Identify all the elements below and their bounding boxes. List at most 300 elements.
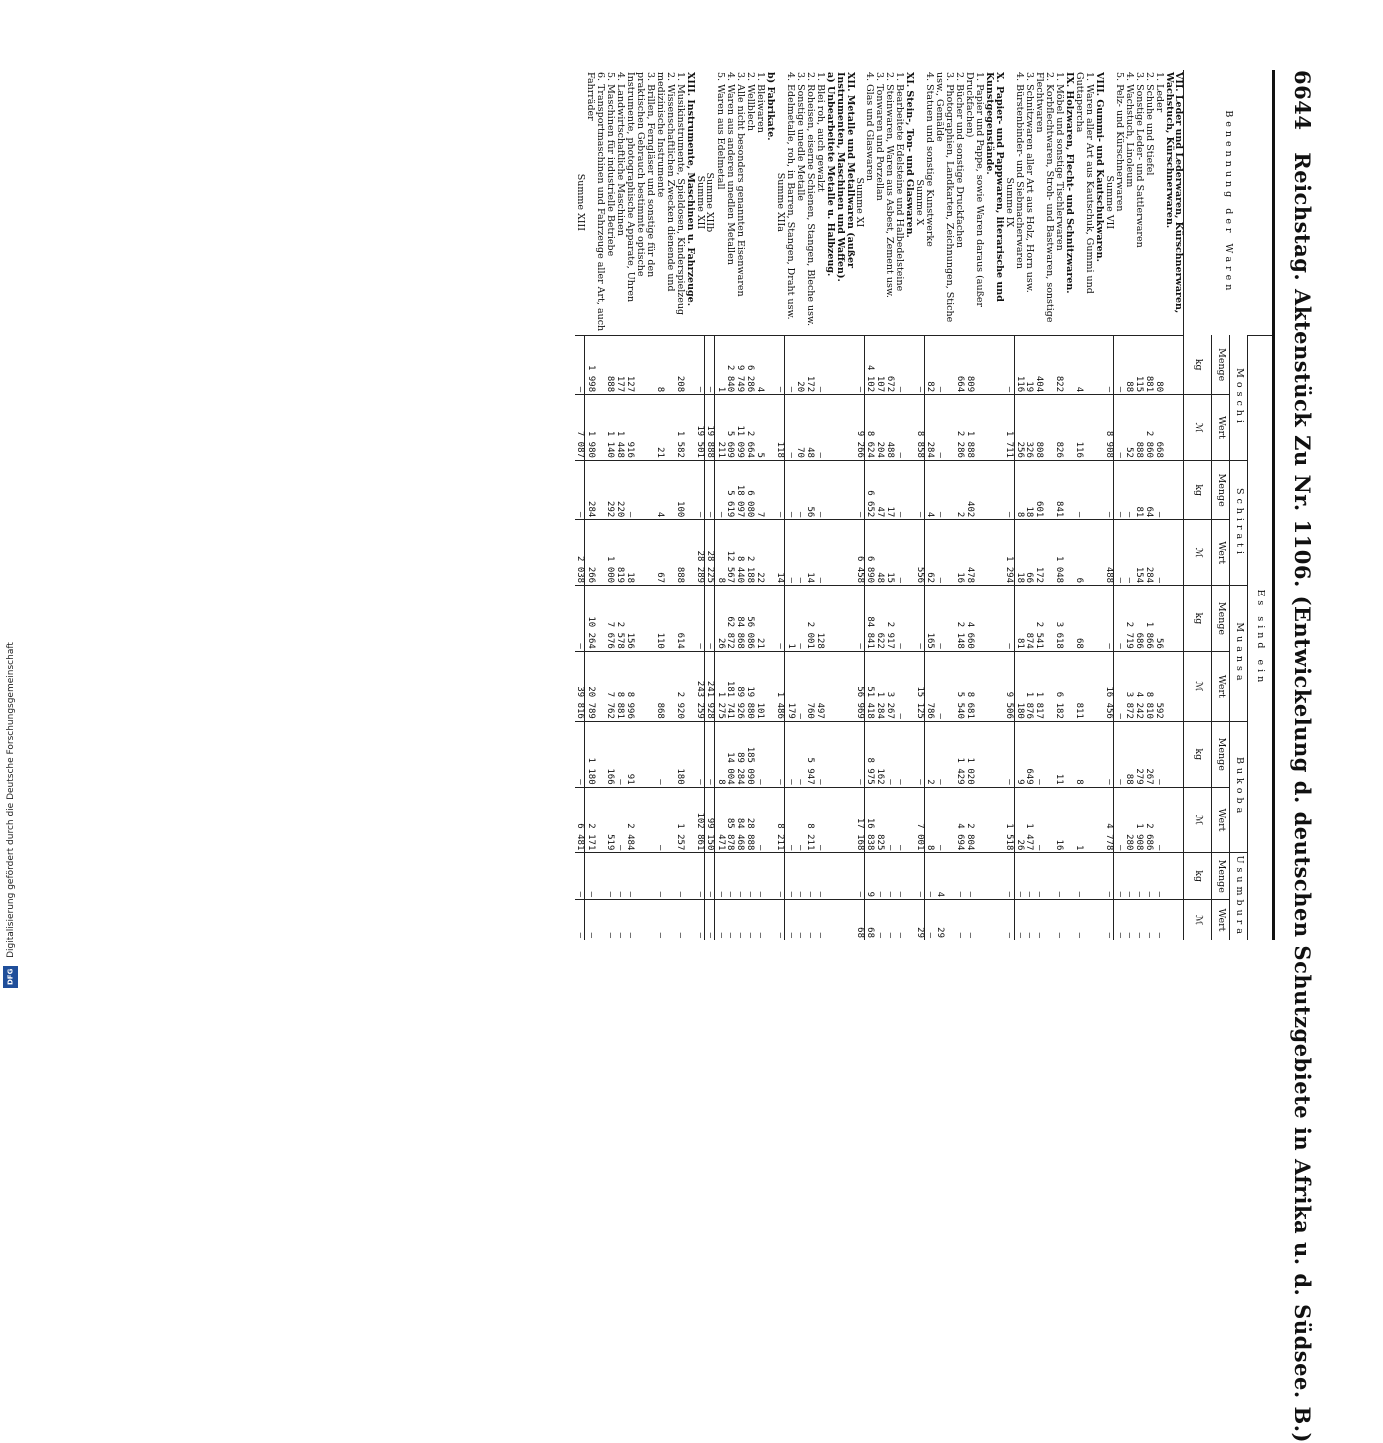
menge-cell: — (1124, 853, 1134, 900)
wert-cell: 2 804 (964, 787, 984, 853)
wert-cell: 28 289 (695, 520, 705, 586)
item-name: 3. Sonstige Leder- und Sattlerwaren (1133, 72, 1145, 248)
wert-cell: 8 908 (1104, 395, 1114, 461)
menge-cell: 82 (924, 335, 934, 394)
item-name: 3. Photographien, Landkarten, Zeichnungen, Stiche usw., Gemälde (934, 72, 956, 323)
menge-cell: 56 (805, 460, 815, 519)
menge-cell: 1 (785, 586, 795, 652)
menge-cell: — (1104, 586, 1114, 652)
wert-cell: — (815, 900, 825, 940)
empty-cell (825, 900, 835, 940)
menge-cell: 5 947 (805, 721, 815, 787)
menge-cell: 4 (1074, 335, 1094, 394)
table-row (805, 70, 815, 940)
menge-cell: 649 (1024, 721, 1034, 787)
wert-cell: — (1034, 787, 1054, 853)
menge-cell: 8 (655, 335, 675, 394)
wert-cell: 16 (1054, 787, 1064, 853)
wert-cell: 8 (715, 520, 725, 586)
menge-cell: — (855, 335, 865, 394)
wert-cell: 826 (1054, 395, 1064, 461)
wert-cell: — (715, 900, 725, 940)
wert-cell: — (795, 900, 805, 940)
wert-cell: 811 (1074, 651, 1094, 721)
table-row (795, 70, 805, 940)
wert-cell: — (1154, 900, 1164, 940)
menge-cell: — (705, 721, 715, 787)
menge-cell: 8 (1014, 460, 1024, 519)
section-heading: XIII. Instrumente, Maschinen u. Fahrzeuge. (684, 72, 696, 307)
wert-cell: 2 286 (954, 395, 964, 461)
wert-cell: — (815, 395, 825, 461)
menge-cell: — (575, 586, 585, 652)
item-name: 2. Steinwaren, Waren aus Asbest, Zement usw. (884, 72, 896, 298)
empty-cell (765, 520, 775, 586)
menge-cell: 80 (1154, 335, 1164, 394)
menge-cell: 881 (1144, 335, 1154, 394)
wert-cell: — (1124, 900, 1134, 940)
empty-cell (1164, 586, 1184, 652)
wert-cell: — (964, 900, 984, 940)
menge-cell: — (934, 460, 954, 519)
wert-cell: 9 506 (1004, 651, 1014, 721)
item-name: 3. Sonstige unedle Metalle (794, 72, 806, 202)
menge-cell: 100 (675, 460, 685, 519)
empty-cell (825, 586, 835, 652)
empty-cell (835, 460, 855, 519)
wert-cell: — (785, 395, 795, 461)
menge-cell: — (855, 586, 865, 652)
empty-cell (984, 651, 1004, 721)
unit-mark-header: ℳ (1184, 520, 1212, 586)
menge-cell: 841 (1054, 460, 1064, 519)
table-row (1034, 70, 1054, 940)
empty-cell (835, 651, 855, 721)
table-row (1134, 70, 1144, 940)
menge-cell: 888 (605, 335, 615, 394)
menge-cell: — (575, 853, 585, 900)
empty-cell (835, 395, 855, 461)
wert-cell: 1 888 (964, 395, 984, 461)
menge-cell: — (1034, 721, 1054, 787)
wert-cell: 22 (755, 520, 765, 586)
wert-cell: 760 (805, 651, 815, 721)
table-row (815, 70, 825, 940)
empty-cell (1064, 586, 1074, 652)
table-row (1054, 70, 1064, 940)
menge-header: Menge (1212, 853, 1230, 900)
wert-cell: — (934, 520, 954, 586)
menge-cell: — (785, 721, 795, 787)
item-name: 2. Wellblech (744, 72, 756, 131)
menge-cell: 166 (605, 721, 615, 787)
wert-cell: — (1104, 900, 1114, 940)
section-heading: XI. Stein-, Ton- und Glaswaren. (904, 72, 916, 238)
wert-cell: 2 171 (585, 787, 605, 853)
wert-header: Wert (1212, 520, 1230, 586)
wert-cell: — (805, 900, 815, 940)
menge-cell: — (914, 460, 924, 519)
wert-cell: — (1154, 787, 1164, 853)
menge-cell: — (655, 721, 675, 787)
menge-cell: 162 (874, 721, 884, 787)
wert-cell: 256 (1014, 395, 1024, 461)
sum-row (914, 70, 924, 940)
wert-cell: 15 (884, 520, 894, 586)
section-heading: IX. Holzwaren, Flecht- und Schnitzwaren. (1063, 72, 1075, 294)
empty-cell (765, 460, 775, 519)
wert-cell: — (655, 787, 675, 853)
menge-cell: 672 (884, 335, 894, 394)
empty-cell (984, 335, 1004, 394)
menge-cell: 6 080 (745, 460, 755, 519)
subsection-heading-row (765, 70, 775, 940)
empty-cell (1164, 395, 1184, 461)
wert-cell: 471 (715, 787, 725, 853)
wert-cell: 592 (1154, 651, 1164, 721)
wert-cell: 4 778 (1104, 787, 1114, 853)
menge-cell: — (1004, 721, 1014, 787)
wert-cell: 204 (874, 395, 884, 461)
menge-cell: 208 (675, 335, 685, 394)
menge-cell: — (625, 460, 655, 519)
table-row (585, 70, 605, 940)
menge-cell: — (894, 586, 904, 652)
menge-cell: 279 (1134, 721, 1144, 787)
menge-cell: 88 (1124, 335, 1134, 394)
menge-cell: 9 749 (735, 335, 745, 394)
menge-cell: 18 097 (735, 460, 745, 519)
menge-cell: 177 (615, 335, 625, 394)
menge-cell: 4 (924, 460, 934, 519)
empty-cell (904, 395, 914, 461)
menge-cell: 5 619 (725, 460, 735, 519)
wert-cell: — (815, 520, 825, 586)
empty-cell (825, 853, 835, 900)
menge-cell: — (1004, 335, 1014, 394)
sum-row (1004, 70, 1014, 940)
menge-cell: 1 866 (1144, 586, 1154, 652)
unit-mark-header: ℳ (1184, 787, 1212, 853)
menge-cell: — (1004, 853, 1014, 900)
wert-cell: 808 (1034, 395, 1054, 461)
wert-cell: 888 (1134, 395, 1144, 461)
wert-cell: 48 (805, 395, 815, 461)
import-statistics-table (575, 70, 1272, 940)
empty-cell (835, 853, 855, 900)
item-name: 4. Waren aus anderen unedlen Metallen (724, 72, 736, 265)
table-row (964, 70, 984, 940)
wert-cell: 14 (775, 520, 785, 586)
credit-text: Digitalisierung gefördert durch die Deutsche Forschungsgemeinschaft (6, 642, 16, 958)
menge-cell: — (894, 335, 904, 394)
menge-cell: — (795, 586, 805, 652)
sum-row (775, 70, 785, 940)
empty-cell (825, 651, 835, 721)
item-name: 1. Bleiwaren (754, 72, 766, 133)
menge-cell: — (1154, 721, 1164, 787)
menge-cell: — (575, 460, 585, 519)
wert-cell: 280 (1124, 787, 1134, 853)
wert-cell: 8 211 (805, 787, 815, 853)
menge-cell: 21 (755, 586, 765, 652)
sum-row (695, 70, 705, 940)
section-heading: XII. Metalle und Metallwaren (außer Instrumenten, Maschinen und Waffen). (834, 72, 856, 282)
empty-cell (1064, 520, 1074, 586)
section-heading: VIII. Gummi- und Kautschukwaren. (1093, 72, 1105, 262)
wert-cell: — (1144, 900, 1154, 940)
wert-cell: 29 (914, 900, 924, 940)
empty-cell (835, 520, 855, 586)
menge-cell: 81 (1014, 586, 1024, 652)
menge-cell: 874 (1024, 586, 1034, 652)
menge-cell: — (775, 460, 785, 519)
menge-cell: — (815, 721, 825, 787)
table-row (884, 70, 894, 940)
item-name: 1. Musikinstrumente, Spieldosen, Kinderspielzeug (674, 72, 686, 316)
menge-cell: — (1104, 853, 1114, 900)
empty-cell (904, 853, 914, 900)
menge-cell: 2 840 (725, 335, 735, 394)
table-row (874, 70, 884, 940)
menge-cell: 3 618 (1054, 586, 1064, 652)
rotated-document-page (80, 70, 1315, 1443)
empty-cell (1064, 900, 1074, 940)
sum-label: Summe XIIb (704, 172, 716, 233)
wert-cell: 8 881 (615, 651, 625, 721)
menge-cell: 1 998 (585, 335, 605, 394)
menge-cell: 686 (1134, 586, 1144, 652)
region-header: Schirati (1230, 460, 1248, 585)
menge-cell: — (755, 721, 765, 787)
empty-cell (904, 520, 914, 586)
menge-cell: — (894, 721, 904, 787)
empty-cell (984, 586, 1004, 652)
empty-cell (825, 460, 835, 519)
table-row (954, 70, 964, 940)
table-row (715, 70, 725, 940)
wert-cell: 68 (855, 900, 865, 940)
section-heading-row (1164, 70, 1184, 940)
table-row (934, 70, 954, 940)
item-name: 4. Edelmetalle, roh, in Barren, Stangen, Draht usw. (784, 72, 796, 320)
empty-cell (904, 335, 914, 394)
menge-cell: — (795, 460, 805, 519)
menge-cell: 2 (954, 460, 964, 519)
wert-cell: 16 456 (1104, 651, 1114, 721)
table-row (675, 70, 685, 940)
empty-cell (765, 651, 775, 721)
wert-cell: 1 448 (615, 395, 625, 461)
table-row (1074, 70, 1094, 940)
unit-kg-header: kg (1184, 335, 1212, 394)
menge-cell: 84 868 (735, 586, 745, 652)
menge-cell: 81 (1134, 460, 1144, 519)
menge-cell: 622 (874, 586, 884, 652)
wert-cell: — (1054, 900, 1064, 940)
wert-cell: 2 038 (575, 520, 585, 586)
menge-cell: 84 841 (865, 586, 875, 652)
wert-cell: 62 (924, 520, 934, 586)
wert-cell: — (785, 900, 795, 940)
item-name: 5. Waren aus Edelmetall (714, 72, 726, 190)
menge-cell: 107 (874, 335, 884, 394)
menge-cell: 2 001 (805, 586, 815, 652)
wert-cell: 8 810 (1144, 651, 1154, 721)
sum-label: Summe XIIa (774, 172, 786, 232)
wert-cell: 2 686 (1144, 787, 1154, 853)
item-name: 3. Schnitzwaren aller Art aus Holz, Horn usw. (1023, 72, 1035, 293)
wert-cell: 20 789 (585, 651, 605, 721)
menge-cell: — (755, 853, 765, 900)
sum-row (575, 70, 585, 940)
empty-cell (685, 721, 695, 787)
wert-cell: 825 (874, 787, 884, 853)
wert-cell: — (894, 900, 904, 940)
empty-cell (984, 900, 1004, 940)
wert-cell: — (894, 395, 904, 461)
menge-cell: — (725, 853, 735, 900)
wert-cell: 70 (795, 395, 805, 461)
name-column-header: Benennung der Waren (1184, 70, 1272, 335)
menge-cell: 9 (1014, 721, 1024, 787)
item-name: 2. Roheisen, eiserne Schienen, Stangen, Bleche usw. (804, 72, 816, 327)
table-row (725, 70, 735, 940)
wert-cell: — (1134, 900, 1144, 940)
menge-cell: 14 004 (725, 721, 735, 787)
wert-cell: — (1114, 520, 1124, 586)
menge-cell: 9 (865, 853, 875, 900)
wert-cell: 52 (1124, 395, 1134, 461)
menge-cell: — (705, 586, 715, 652)
wert-cell: 3 267 (884, 651, 894, 721)
menge-cell: 220 (615, 460, 625, 519)
table-row (605, 70, 615, 940)
wert-cell: — (1114, 395, 1124, 461)
wert-cell: — (894, 520, 904, 586)
page-title: Reichstag. Aktenstück Zu Nr. 1106. (Entwickelung d. deutschen Schutzgebiete in Afrika u. d. Südsee. B.) (1290, 152, 1315, 1443)
menge-cell: 20 (795, 335, 805, 394)
menge-cell: — (894, 460, 904, 519)
wert-cell: — (934, 395, 954, 461)
item-name: 3. Alle nicht besonders genannten Eisenwaren (734, 72, 746, 297)
wert-cell: — (605, 900, 615, 940)
menge-cell: — (1114, 853, 1124, 900)
menge-cell: 8 (1074, 721, 1094, 787)
menge-cell: — (795, 721, 805, 787)
menge-cell: 19 (1024, 335, 1034, 394)
wert-cell: 102 861 (695, 787, 705, 853)
wert-cell: 181 741 (725, 651, 735, 721)
menge-cell: 2 (924, 721, 934, 787)
empty-cell (904, 651, 914, 721)
menge-cell: — (884, 853, 894, 900)
table-row (625, 70, 655, 940)
table-row (735, 70, 745, 940)
table-row (1154, 70, 1164, 940)
menge-cell: 4 (755, 335, 765, 394)
menge-cell: 267 (1144, 721, 1154, 787)
menge-cell: 26 (715, 586, 725, 652)
menge-cell: — (934, 721, 954, 787)
empty-cell (1064, 721, 1074, 787)
wert-cell: 7 762 (605, 651, 615, 721)
unit-mark-header: ℳ (1184, 900, 1212, 940)
item-name: 2. Wissenschaftlichen Zwecken dienende und medizinische Instrumente (654, 72, 676, 292)
wert-cell: 1 817 (1034, 651, 1054, 721)
empty-cell (1064, 460, 1074, 519)
menge-cell: — (615, 721, 625, 787)
wert-cell: 1 275 (715, 651, 725, 721)
menge-cell: 664 (954, 335, 964, 394)
wert-cell: 11 099 (735, 395, 745, 461)
empty-cell (1064, 335, 1074, 394)
menge-cell: 2 917 (884, 586, 894, 652)
wert-cell: 488 (1104, 520, 1114, 586)
wert-cell: 16 (954, 520, 964, 586)
item-name: 4. Landwirtschaftliche Maschinen (614, 72, 626, 236)
empty-cell (1164, 335, 1184, 394)
item-name: 1. Blei roh, auch gewalzt (814, 72, 826, 192)
wert-cell: — (575, 900, 585, 940)
menge-cell: — (655, 853, 675, 900)
empty-cell (835, 586, 855, 652)
empty-cell (1164, 853, 1184, 900)
menge-cell: — (1124, 460, 1134, 519)
empty-cell (765, 787, 775, 853)
table-row (615, 70, 625, 940)
wert-cell: 67 (655, 520, 675, 586)
region-header: Usumbura (1230, 853, 1248, 940)
menge-cell: 47 (874, 460, 884, 519)
wert-cell: — (775, 900, 785, 940)
menge-cell: — (795, 853, 805, 900)
wert-cell: 1 876 (1024, 651, 1034, 721)
menge-cell: 17 (884, 460, 894, 519)
wert-cell: 7 001 (914, 787, 924, 853)
menge-cell: 18 (1024, 460, 1034, 519)
menge-cell: — (1134, 853, 1144, 900)
sum-label: Summe XIII (574, 173, 586, 232)
item-name: 5. Maschinen für industrielle Betriebe (604, 72, 616, 257)
wert-cell: 284 (1144, 520, 1154, 586)
menge-cell: — (715, 853, 725, 900)
menge-header: Menge (1212, 335, 1230, 394)
wert-cell: 66 (1024, 520, 1034, 586)
unit-kg-header: kg (1184, 460, 1212, 519)
empty-cell (1094, 651, 1104, 721)
menge-cell: 89 284 (735, 721, 745, 787)
empty-cell (765, 395, 775, 461)
wert-cell: 556 (914, 520, 924, 586)
wert-cell: 241 928 (705, 651, 715, 721)
wert-cell: 4 694 (954, 787, 964, 853)
menge-cell: 284 (585, 460, 605, 519)
item-name: 1. Waren aller Art aus Kautschuk, Gummi und Guttapercha (1073, 72, 1095, 294)
wert-cell: 6 (1074, 520, 1094, 586)
wert-cell: — (1014, 900, 1024, 940)
wert-cell: 6 481 (575, 787, 585, 853)
empty-cell (685, 651, 695, 721)
wert-cell: 28 888 (745, 787, 755, 853)
empty-cell (835, 900, 855, 940)
wert-cell: 488 (884, 395, 894, 461)
wert-cell: — (884, 900, 894, 940)
item-name: 4. Bürstenbinder- und Siebmacherwaren (1014, 72, 1025, 269)
sum-row (705, 70, 715, 940)
sum-label: Summe VII (1103, 175, 1115, 230)
menge-cell: — (695, 460, 705, 519)
